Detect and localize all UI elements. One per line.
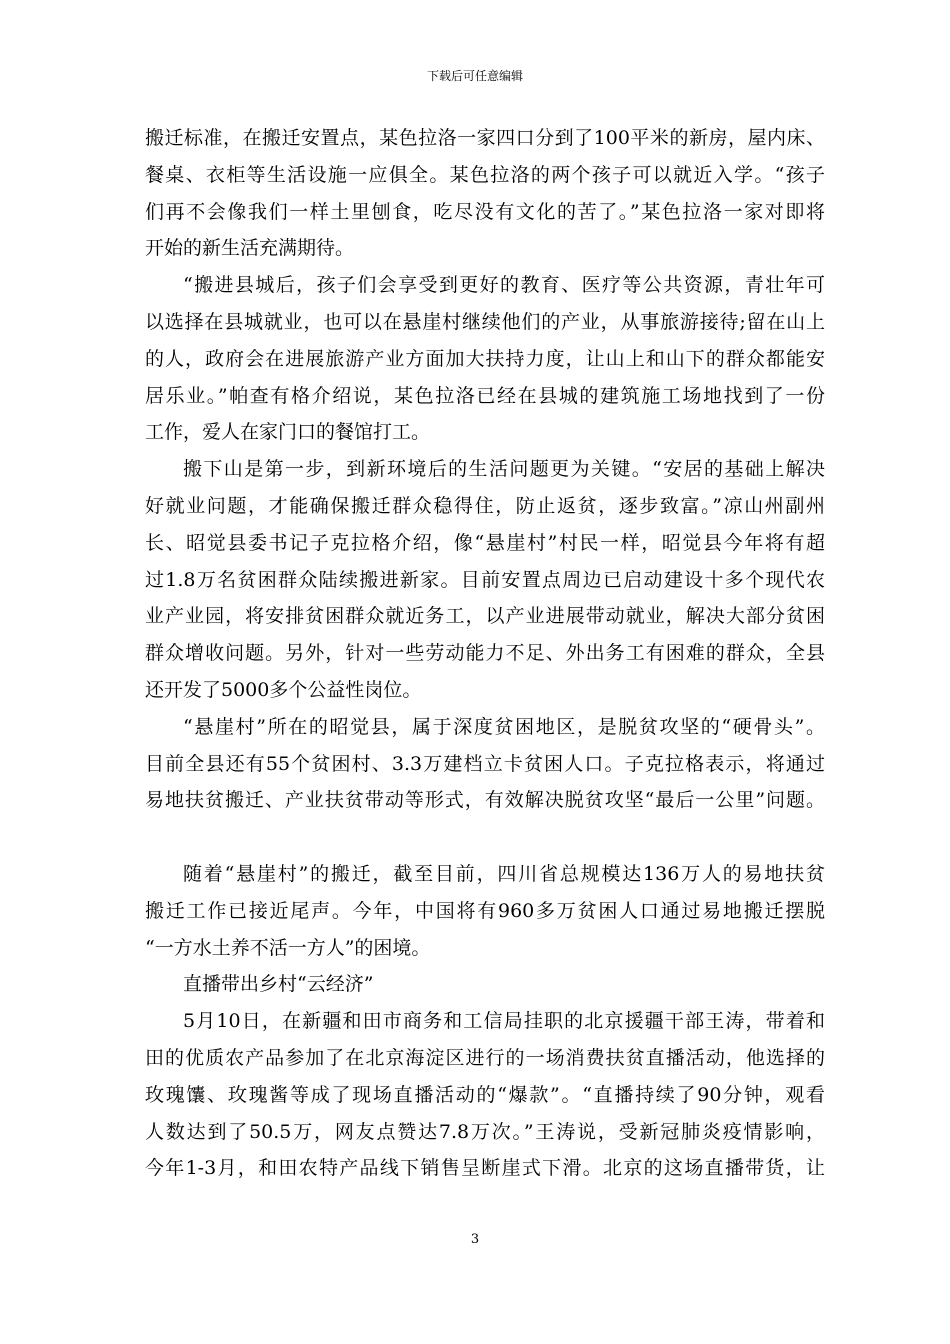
- text-line: 搬下山是第一步，到新环境后的生活问题更为关键。“安居的基础上解决: [183, 458, 825, 481]
- text-line: 餐桌、衣柜等生活设施一应俱全。某色拉洛的两个孩子可以就近入学。“孩子: [145, 163, 825, 186]
- text-line: 随着“悬崖村”的搬迁，截至目前，四川省总规模达136万人的易地扶贫: [183, 862, 825, 885]
- text-line: 搬迁标准，在搬迁安置点，某色拉洛一家四口分到了100平米的新房，屋内床、: [145, 127, 825, 149]
- text-line: 5月10日，在新疆和田市商务和工信局挂职的北京援疆干部王涛，带着和: [183, 1010, 825, 1033]
- article-body: [145, 120, 825, 1187]
- text-line: “一方水土养不活一方人”的困境。: [145, 936, 431, 959]
- text-line: 以选择在县城就业，也可以在悬崖村继续他们的产业，从事旅游接待;留在山上: [145, 310, 825, 333]
- text-line: 开始的新生活充满期待。: [145, 237, 355, 260]
- text-line: 目前全县还有55个贫困村、3.3万建档立卡贫困人口。子克拉格表示，将通过: [145, 752, 825, 775]
- text-line: 工作，爱人在家门口的餐馆打工。: [145, 421, 431, 444]
- text-line: 的人，政府会在进展旅游产业方面加大扶持力度，让山上和山下的群众都能安: [145, 347, 825, 370]
- text-line: 直播带出乡村“云经济”: [183, 973, 374, 996]
- paragraph-gap: [145, 819, 825, 856]
- page-header: 下载后可任意编辑: [426, 69, 523, 83]
- text-line: 田的优质农产品参加了在北京海淀区进行的一场消费扶贫直播活动，他选择的: [145, 1046, 825, 1069]
- text-line: 业产业园，将安排贫困群众就近务工，以产业进展带动就业，解决大部分贫困: [145, 605, 825, 628]
- text-line: 玫瑰馕、玫瑰酱等成了现场直播活动的“爆款”。“直播持续了90分钟，观看: [145, 1083, 825, 1106]
- text-line: 群众增收问题。另外，针对一些劳动能力不足、外出务工有困难的群众，全县: [145, 642, 825, 665]
- text-line: 长、昭觉县委书记子克拉格介绍，像“悬崖村”村民一样，昭觉县今年将有超: [145, 531, 825, 554]
- text-line: 过1.8万名贫困群众陆续搬进新家。目前安置点周边已启动建设十多个现代农: [145, 568, 825, 591]
- text-line: 今年1-3月，和田农特产品线下销售呈断崖式下滑。北京的这场直播带货，让: [145, 1157, 825, 1180]
- text-line: “搬进县城后，孩子们会享受到更好的教育、医疗等公共资源，青壮年可: [183, 274, 825, 297]
- text-line: 们再不会像我们一样土里刨食，吃尽没有文化的苦了。”某色拉洛一家对即将: [145, 200, 825, 223]
- text-line: 易地扶贫搬迁、产业扶贫带动等形式，有效解决脱贫攻坚“最后一公里”问题。: [145, 789, 825, 812]
- page-number: 3: [470, 1232, 480, 1247]
- text-line: 还开发了5000多个公益性岗位。: [145, 678, 422, 701]
- text-line: 人数达到了50.5万，网友点赞达7.8万次。”王涛说，受新冠肺炎疫情影响，: [145, 1120, 825, 1143]
- text-line: 好就业问题，才能确保搬迁群众稳得住，防止返贫，逐步致富。”凉山州副州: [145, 494, 825, 517]
- text-line: 居乐业。”帕查有格介绍说，某色拉洛已经在县城的建筑施工场地找到了一份: [145, 384, 825, 407]
- text-line: 搬迁工作已接近尾声。今年，中国将有960多万贫困人口通过易地搬迁摆脱: [145, 899, 825, 922]
- text-line: “悬崖村”所在的昭觉县，属于深度贫困地区，是脱贫攻坚的“硬骨头”。: [183, 715, 825, 738]
